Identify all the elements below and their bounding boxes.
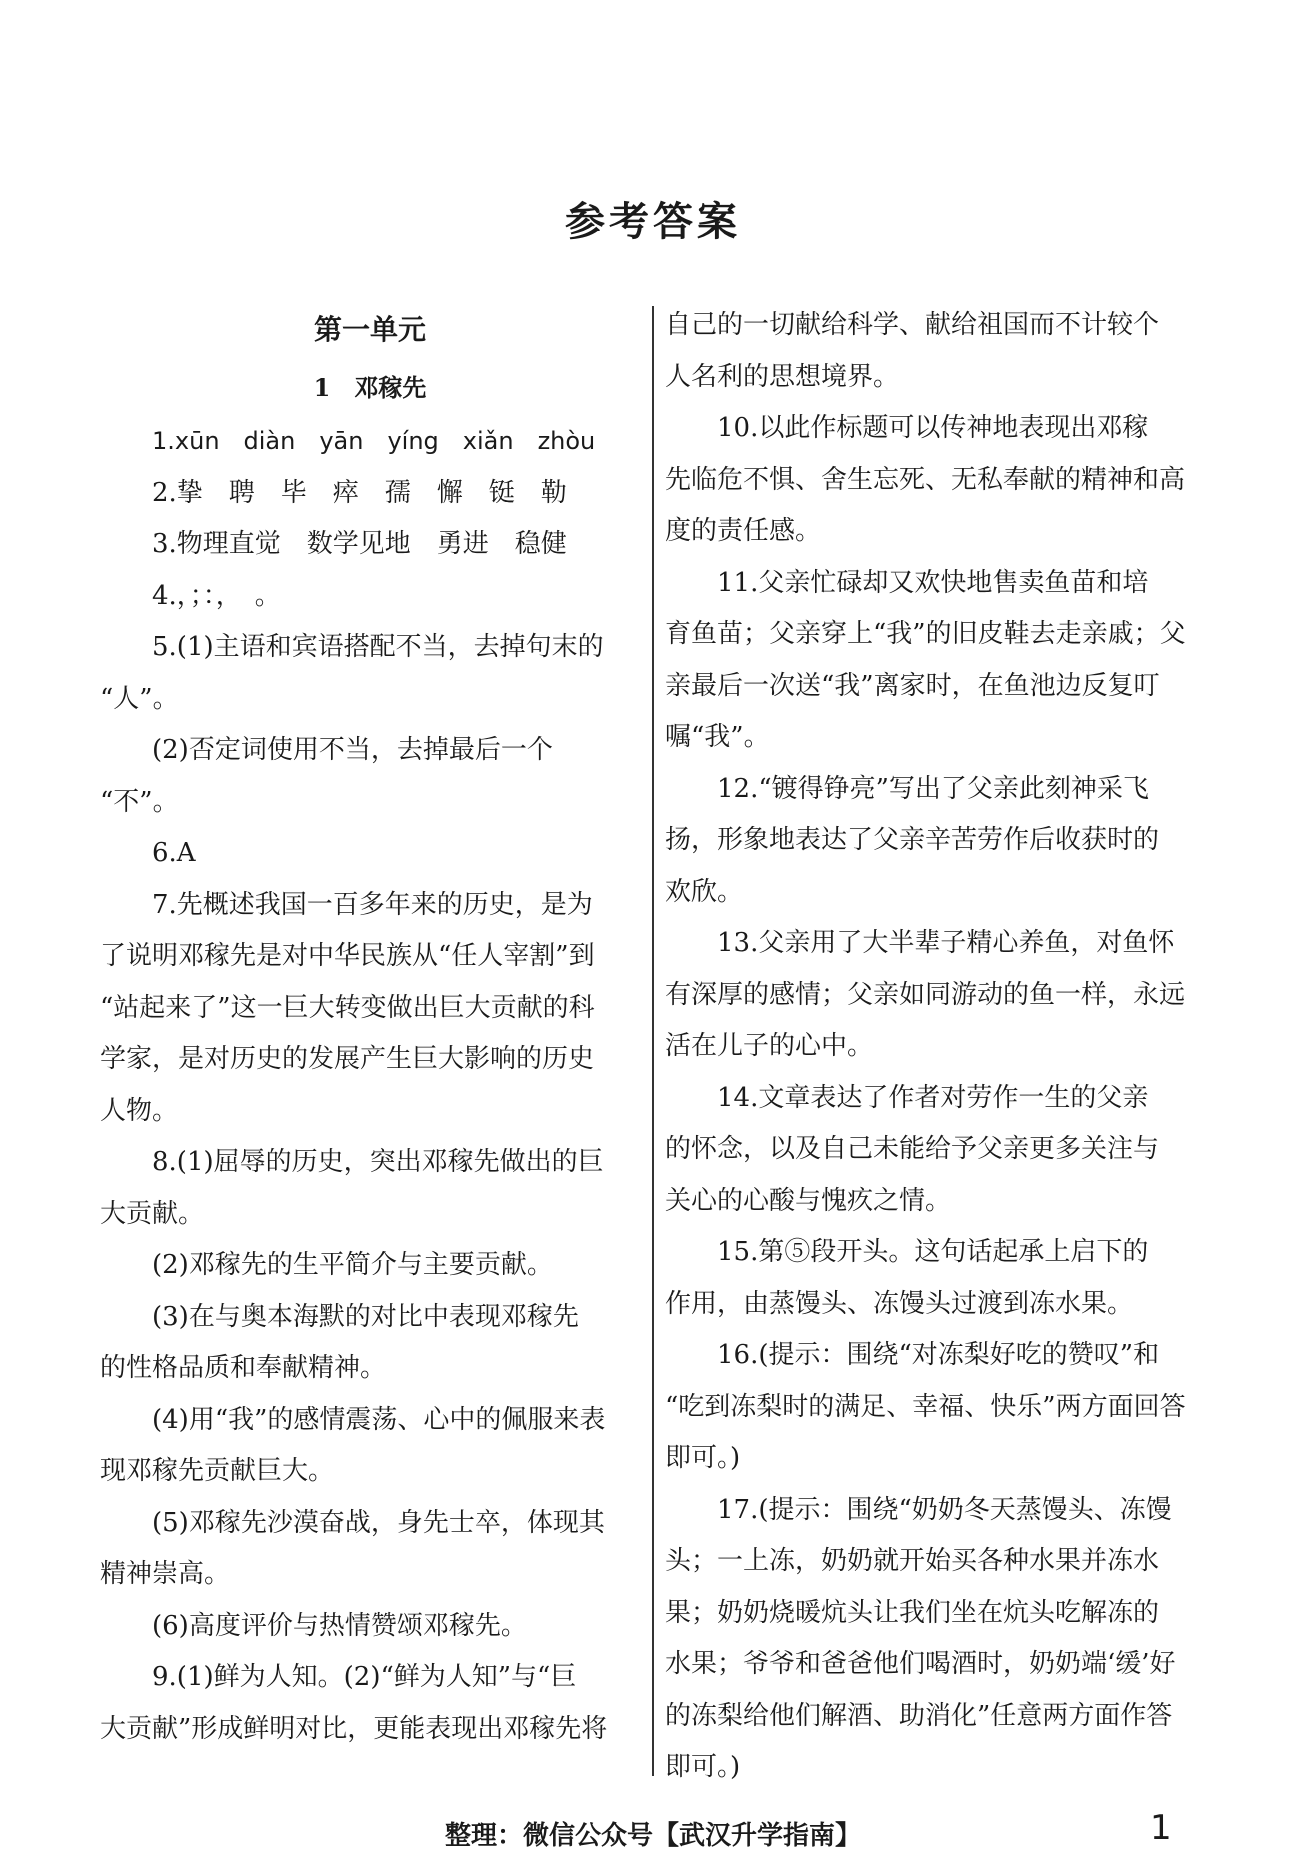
answer-line: 精神崇高。 [100, 1559, 231, 1589]
right-answers [665, 300, 1210, 1794]
answer-line: “人”。 [100, 683, 179, 714]
answer-line: (2)邓稼先的生平简介与主要贡献。 [152, 1250, 553, 1280]
answer-line: 大贡献”形成鲜明对比，更能表现出邓稼先将 [100, 1713, 608, 1744]
answer-line: 亲最后一次送“我”离家时，在鱼池边反复叮 [665, 670, 1160, 701]
answer-line: 7.先概述我国一百多年来的历史，是为 [152, 889, 593, 920]
answer-line: 嘱“我”。 [665, 722, 770, 752]
answer-line: 度的责任感。 [665, 516, 822, 546]
answer-line: 5.(1)主语和宾语搭配不当，去掉句末的 [152, 632, 604, 662]
answer-line: 作用，由蒸馒头、冻馒头过渡到冻水果。 [665, 1288, 1134, 1319]
answer-line: (6)高度评价与热情赞颂邓稼先。 [152, 1610, 527, 1641]
answer-line: 1.xūn diàn yān yíng xiǎn zhòu [152, 427, 596, 455]
answer-line: “不”。 [100, 786, 179, 817]
answer-line: 学家，是对历史的发展产生巨大影响的历史 [100, 1044, 595, 1074]
answer-line: 育鱼苗；父亲穿上“我”的旧皮鞋去走亲戚；父 [665, 619, 1186, 649]
answer-line: 的性格品质和奉献精神。 [100, 1353, 387, 1383]
answer-line: 扬，形象地表达了父亲辛苦劳作后收获时的 [665, 825, 1160, 855]
answer-line: “站起来了”这一巨大转变做出巨大贡献的科 [100, 992, 595, 1023]
answer-line: 3.物理直觉 数学见地 勇进 稳健 [152, 529, 567, 559]
answer-line: 水果；爷爷和爸爸他们喝酒时，奶奶端‘缓’好 [665, 1649, 1176, 1679]
answer-line: 10.以此作标题可以传神地表现出邓稼 [717, 413, 1149, 443]
answer-line: 8.(1)屈辱的历史，突出邓稼先做出的巨 [152, 1147, 604, 1177]
answer-line: 人名利的思想境界。 [665, 361, 900, 392]
answer-line: 12.“镀得铮亮”写出了父亲此刻神采飞 [717, 773, 1149, 804]
answer-line: 大贡献。 [100, 1198, 205, 1229]
left-answers [100, 416, 640, 1755]
answer-line: (4)用“我”的感情震荡、心中的佩服来表 [152, 1404, 606, 1435]
answer-line: 6.A [152, 838, 196, 868]
page-title: 参考答案 [565, 198, 741, 245]
footer-credit: 整理：微信公众号【武汉升学指南】 [444, 1821, 861, 1851]
left-column [100, 300, 640, 1755]
answer-line: 11.父亲忙碌却又欢快地售卖鱼苗和培 [717, 567, 1149, 598]
unit-title: 第一单元 [313, 313, 426, 346]
answer-line: “吃到冻梨时的满足、幸福、快乐”两方面回答 [665, 1391, 1186, 1422]
answer-line: 关心的心酸与愧疚之情。 [665, 1185, 952, 1216]
right-column [665, 300, 1210, 1794]
answer-line: 头；一上冻，奶奶就开始买各种水果并冻水 [665, 1546, 1160, 1576]
answer-line: 现邓稼先贡献巨大。 [100, 1456, 335, 1486]
answer-line: 16.(提示：围绕“对冻梨好吃的赞叹”和 [717, 1340, 1160, 1370]
answer-line: 14.文章表达了作者对劳作一生的父亲 [717, 1082, 1149, 1113]
answer-line: 15.第⑤段开头。这句话起承上启下的 [717, 1237, 1149, 1267]
answer-line: 果；奶奶烧暖炕头让我们坐在炕头吃解冻的 [665, 1597, 1160, 1628]
answer-line: 即可。) [665, 1443, 741, 1473]
lesson-title: 1 邓稼先 [313, 373, 427, 402]
answer-line: 欢欣。 [665, 876, 744, 907]
page-number: 1 [1150, 1808, 1172, 1848]
column-divider [652, 306, 654, 1776]
answer-line: (2)否定词使用不当，去掉最后一个 [152, 735, 553, 765]
answer-line: 活在儿子的心中。 [665, 1031, 874, 1061]
answer-line: 9.(1)鲜为人知。(2)“鲜为人知”与“巨 [152, 1662, 577, 1692]
answer-line: 即可。) [665, 1752, 741, 1782]
answer-line: 2.挚 聘 毕 瘁 孺 懈 铤 勒 [152, 477, 567, 508]
answer-line: 有深厚的感情；父亲如同游动的鱼一样，永远 [665, 979, 1186, 1010]
answer-line: (5)邓稼先沙漠奋战，身先士卒，体现其 [152, 1507, 605, 1538]
answer-line: 13.父亲用了大半辈子精心养鱼，对鱼怀 [717, 928, 1175, 958]
answer-line: 人物。 [100, 1095, 179, 1126]
answer-line: 了说明邓稼先是对中华民族从“任人宰割”到 [100, 941, 595, 971]
answer-line: 先临危不惧、舍生忘死、无私奉献的精神和高 [665, 464, 1186, 495]
answer-line: 4.，；：， 。 [152, 580, 281, 611]
answer-line: 的冻梨给他们解酒、助消化”任意两方面作答 [665, 1700, 1173, 1731]
answer-line: 自己的一切献给科学、献给祖国而不计较个 [665, 310, 1160, 340]
answer-line: 17.(提示：围绕“奶奶冬天蒸馒头、冻馒 [717, 1494, 1172, 1525]
answer-line: (3)在与奥本海默的对比中表现邓稼先 [152, 1301, 579, 1332]
answer-line: 的怀念，以及自己未能给予父亲更多关注与 [665, 1134, 1160, 1164]
